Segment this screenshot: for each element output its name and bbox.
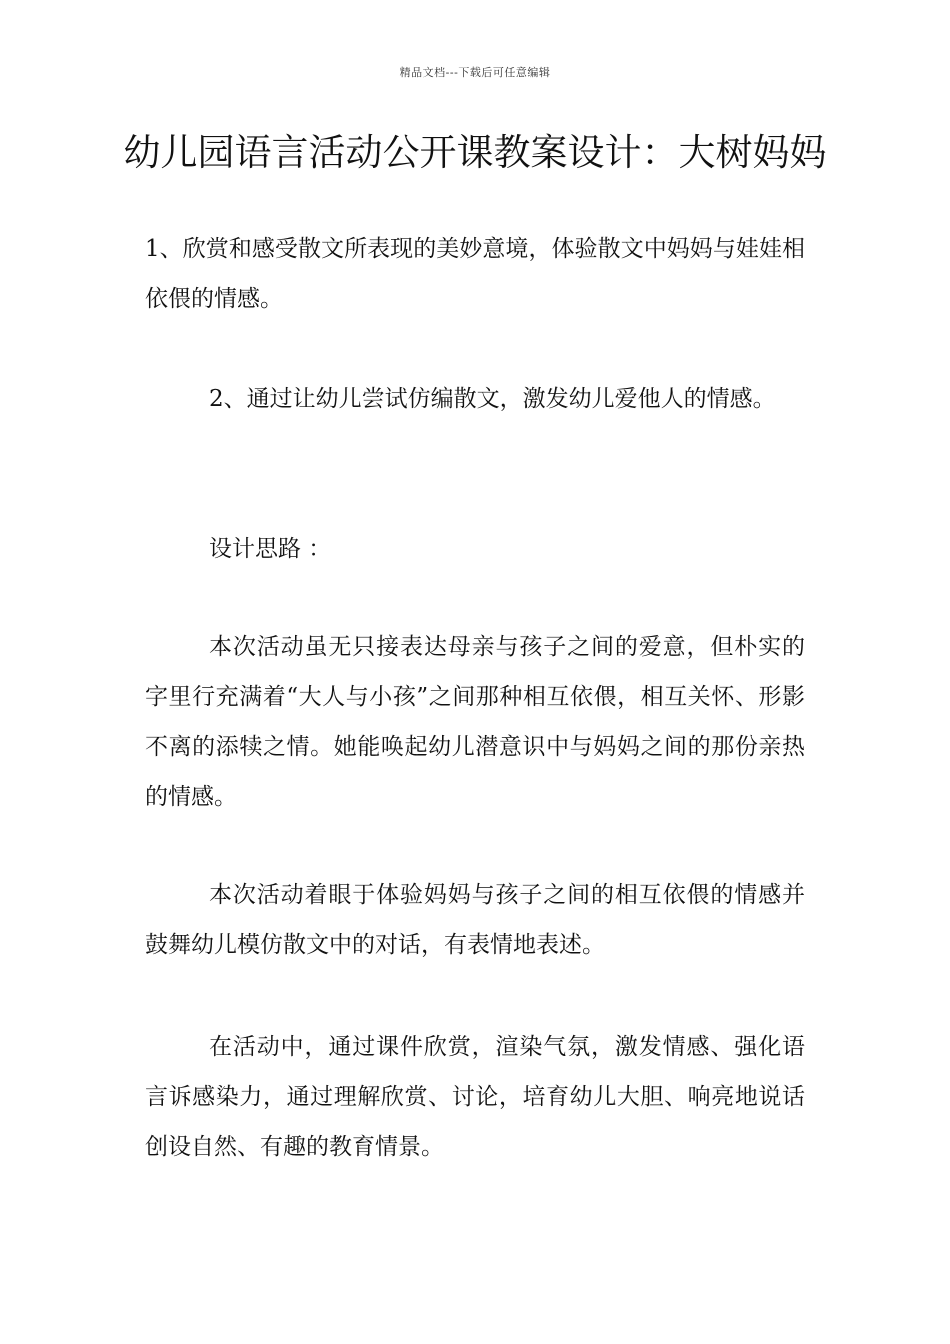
paragraph-objective-2: 2、通过让幼儿尝试仿编散文，激发幼儿爱他人的情感。 (209, 386, 776, 412)
document-title: 幼儿园语言活动公开课教案设计：大树妈妈 (123, 131, 827, 174)
paragraph-design-2: 本次活动着眼于体验妈妈与孩子之间的相互依偎的情感并鼓舞幼儿模仿散文中的对话，有表情地表述。 (145, 882, 805, 958)
header-note: 精品文档---下载后可任意编辑 (399, 66, 551, 79)
paragraph-objective-1: 1、欣赏和感受散文所表现的美妙意境，体验散文中妈妈与娃娃相依偎的情感。 (145, 236, 805, 312)
paragraph-design-1: 本次活动虽无只接表达母亲与孩子之间的爱意，但朴实的字里行充满着“大人与小孩”之间那种相互依偎，相互关怀、形影不离的添犊之情。她能唤起幼儿潜意识中与妈妈之间的那份亲热的情感。 (145, 634, 805, 810)
paragraph-design-3: 在活动中，通过课件欣赏，渲染气氛，激发情感、强化语言诉感染力，通过理解欣赏、讨论，培育幼儿大胆、响亮地说话创设自然、有趣的教育情景。 (145, 1034, 805, 1160)
paragraph-design-heading: 设计思路 ： (209, 536, 332, 562)
